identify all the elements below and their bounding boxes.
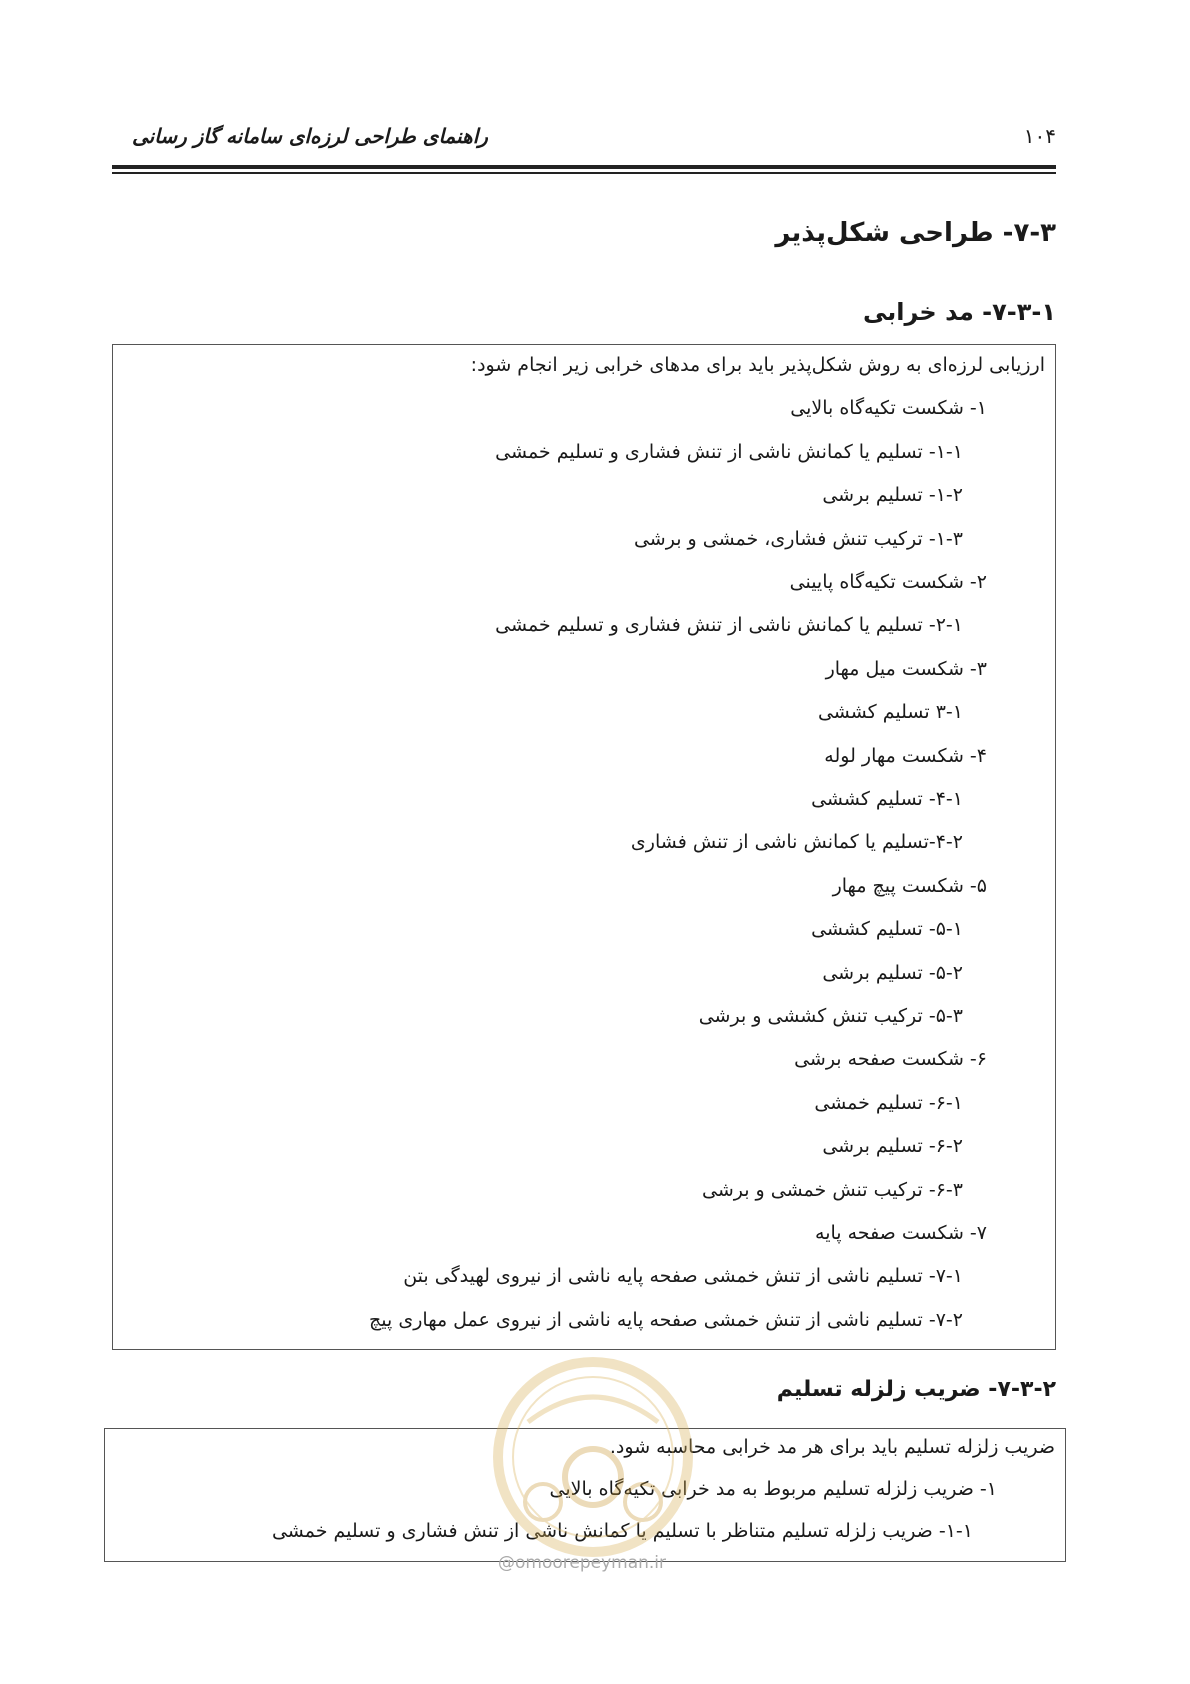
box1-line: ۴-۱- تسلیم کششی (811, 788, 963, 810)
header-rule-thick (112, 165, 1056, 169)
page-header (112, 120, 1056, 150)
box1-line: ۶-۳- ترکیب تنش خمشی و برشی (701, 1178, 963, 1201)
box1-line: ۴- شکست مهار لوله (824, 744, 987, 767)
box1-line: ۷-۲- تسلیم ناشی از تنش خمشی صفحه پایه ناشی از نیروی عمل مهاری پیچ (369, 1308, 963, 1331)
box1-line: ۲- شکست تکیه‌گاه پایینی (789, 571, 987, 593)
box1-line: ۱- شکست تکیه‌گاه بالایی (790, 397, 987, 420)
box2-line: ۱-۱- ضریب زلزله تسلیم متناظر با تسلیم یا کمانش ناشی از تنش فشاری و تسلیم خمشی (271, 1520, 973, 1542)
box1-line: ۱-۲- تسلیم برشی (822, 484, 963, 507)
failure-modes-box (112, 344, 1056, 1350)
header-rule-thin (112, 172, 1056, 174)
box1-line: ۳-۱ تسلیم کششی (817, 701, 963, 724)
box1-line: ۷-۱- تسلیم ناشی از تنش خمشی صفحه پایه ناشی از نیروی لهیدگی بتن (403, 1265, 963, 1288)
subsection-heading-failure-modes: ۷-۳-۱- مد خرابی (862, 298, 1056, 326)
box1-line: ۵-۲- تسلیم برشی (822, 961, 963, 984)
box2-line: ۱- ضریب زلزله تسلیم مربوط به مد خرابی تکیه‌گاه بالایی (549, 1478, 997, 1500)
subsection-heading-yield-coefficient: ۷-۳-۲- ضریب زلزله تسلیم (776, 1377, 1056, 1402)
box1-line: ۶-۱- تسلیم خمشی (814, 1091, 963, 1114)
box1-line: ۵-۱- تسلیم کششی (811, 918, 963, 941)
box1-line: ارزیابی لرزه‌ای به روش شکل‌پذیر باید برای مدهای خرابی زیر انجام شود: (470, 354, 1045, 376)
box1-line: ۱-۱- تسلیم یا کمانش ناشی از تنش فشاری و تسلیم خمشی (495, 440, 963, 463)
box1-line: ۵-۳- ترکیب تنش کششی و برشی (698, 1005, 963, 1027)
page-number: ۱۰۴ (1023, 124, 1056, 148)
watermark-logo (488, 1352, 698, 1582)
box1-line: ۲-۱- تسلیم یا کمانش ناشی از تنش فشاری و تسلیم خمشی (495, 614, 963, 637)
section-heading: ۷-۳- طراحی شکل‌پذیر (775, 218, 1056, 248)
watermark-text: @omoorepeyman.ir (498, 1553, 667, 1573)
box1-line: ۴-۲-تسلیم یا کمانش ناشی از تنش فشاری (630, 831, 963, 854)
box2-line: ضریب زلزله تسلیم باید برای هر مد خرابی محاسبه شود. (609, 1436, 1055, 1458)
box1-line: ۱-۳- ترکیب تنش فشاری، خمشی و برشی (633, 527, 963, 550)
box1-line: ۵- شکست پیچ مهار (832, 874, 987, 897)
box1-line: ۷- شکست صفحه پایه (815, 1222, 987, 1244)
book-title: راهنمای طراحی لرزه‌ای سامانه گاز رسانی (132, 124, 488, 148)
box1-line: ۶-۲- تسلیم برشی (822, 1135, 963, 1158)
box1-line: ۳- شکست میل مهار (825, 657, 987, 680)
box1-line: ۶- شکست صفحه برشی (794, 1048, 987, 1071)
